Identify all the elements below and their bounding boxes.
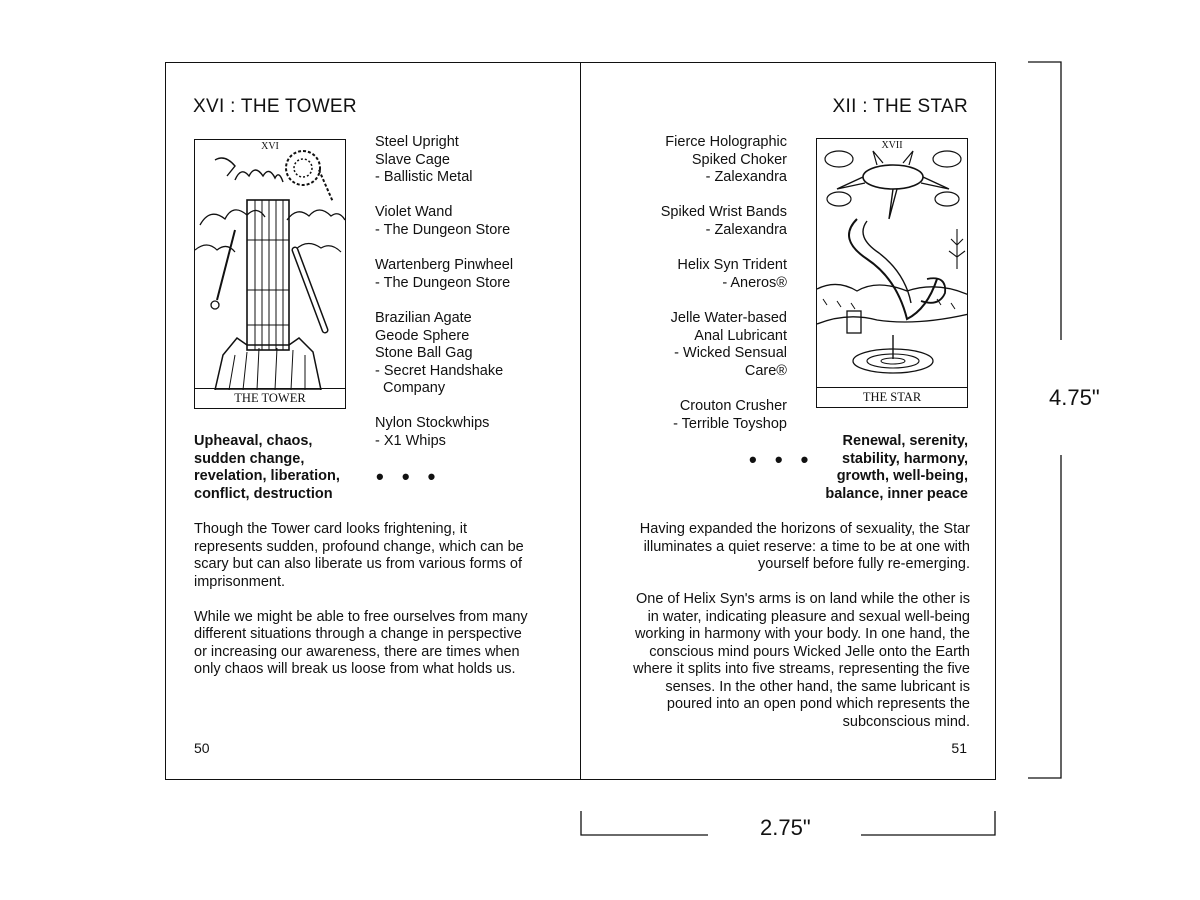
item-line: - X1 Whips: [375, 432, 446, 449]
page-number: 51: [951, 740, 967, 756]
card-caption: THE STAR: [817, 387, 967, 407]
page-title: XII : THE STAR: [832, 96, 968, 117]
paragraph: Having expanded the horizons of sexuality, the Star illuminates a quiet reserve: a time to be at one with yourself before fully re-emerging.: [639, 521, 970, 572]
keyword-line: revelation, liberation,: [194, 468, 340, 484]
item-line: - The Dungeon Store: [375, 221, 511, 238]
item-line: - Zalexandra: [705, 221, 787, 238]
keyword-line: balance, inner peace: [825, 485, 968, 502]
page-title: XVI : THE TOWER: [193, 96, 357, 117]
item-line: Wartenberg Pinwheel: [375, 257, 514, 273]
ellipsis-dots: • • •: [376, 464, 442, 489]
item-line: - Terrible Toyshop: [673, 415, 787, 432]
item-line: Nylon Stockwhips: [375, 415, 490, 431]
item-line: Company: [375, 380, 446, 396]
keyword-line: stability, harmony,: [842, 450, 968, 467]
item-line: - Zalexandra: [705, 169, 787, 185]
paragraph: One of Helix Syn's arms is on land while the other is in water, indicating pleasure and sexual well-being working in harmony with your body. In one hand, the conscious mind pours Wicked Jelle onto the Earth where it splits into five streams, representing the five senses. In the other hand, the same lubricant is poured into an open pond which represents the subconscious mind.: [633, 591, 970, 730]
item-line: Jelle Water-based: [670, 310, 787, 326]
item-line: Crouton Crusher: [679, 398, 787, 414]
page-number: 50: [194, 740, 210, 756]
item-line: - Aneros®: [722, 274, 787, 291]
item-line: Steel Upright: [375, 134, 459, 150]
item-line: Spiked Choker: [691, 151, 787, 168]
item-line: - Secret Handshake: [375, 362, 504, 379]
item-line: Fierce Holographic: [665, 134, 787, 150]
item-line: Brazilian Agate: [375, 310, 472, 326]
item-line: Geode Sphere: [375, 327, 470, 344]
card-numeral: XVII: [881, 140, 903, 151]
keyword-line: sudden change,: [194, 450, 305, 467]
ellipsis-dots: • • •: [749, 447, 815, 472]
keyword-line: Renewal, serenity,: [842, 433, 968, 449]
paragraph: Though the Tower card looks frightening, it represents sudden, profound change, which can be scary but can also liberate us from various forms of imprisonment.: [194, 521, 524, 590]
item-line: Violet Wand: [375, 204, 453, 220]
item-line: Anal Lubricant: [694, 327, 787, 344]
card-numeral: XVI: [261, 141, 279, 152]
keyword-line: Upheaval, chaos,: [194, 433, 313, 449]
item-line: Care®: [744, 362, 787, 379]
paragraph: While we might be able to free ourselves from many different situations through a change in perspective or increasing our awareness, there are times when only chaos will break us loose from what holds us.: [194, 608, 528, 677]
width-dimension-label: 2.75": [760, 815, 811, 840]
item-line: - The Dungeon Store: [375, 274, 511, 291]
keyword-line: conflict, destruction: [194, 485, 333, 502]
item-line: Slave Cage: [375, 151, 450, 168]
card-caption: THE TOWER: [195, 388, 345, 408]
item-line: Stone Ball Gag: [375, 345, 473, 361]
keyword-line: growth, well-being,: [836, 468, 968, 484]
item-line: Spiked Wrist Bands: [660, 204, 787, 220]
item-line: - Wicked Sensual: [674, 345, 787, 361]
item-line: - Ballistic Metal: [375, 169, 473, 185]
height-dimension-label: 4.75": [1049, 385, 1100, 410]
item-line: Helix Syn Trident: [677, 257, 787, 273]
